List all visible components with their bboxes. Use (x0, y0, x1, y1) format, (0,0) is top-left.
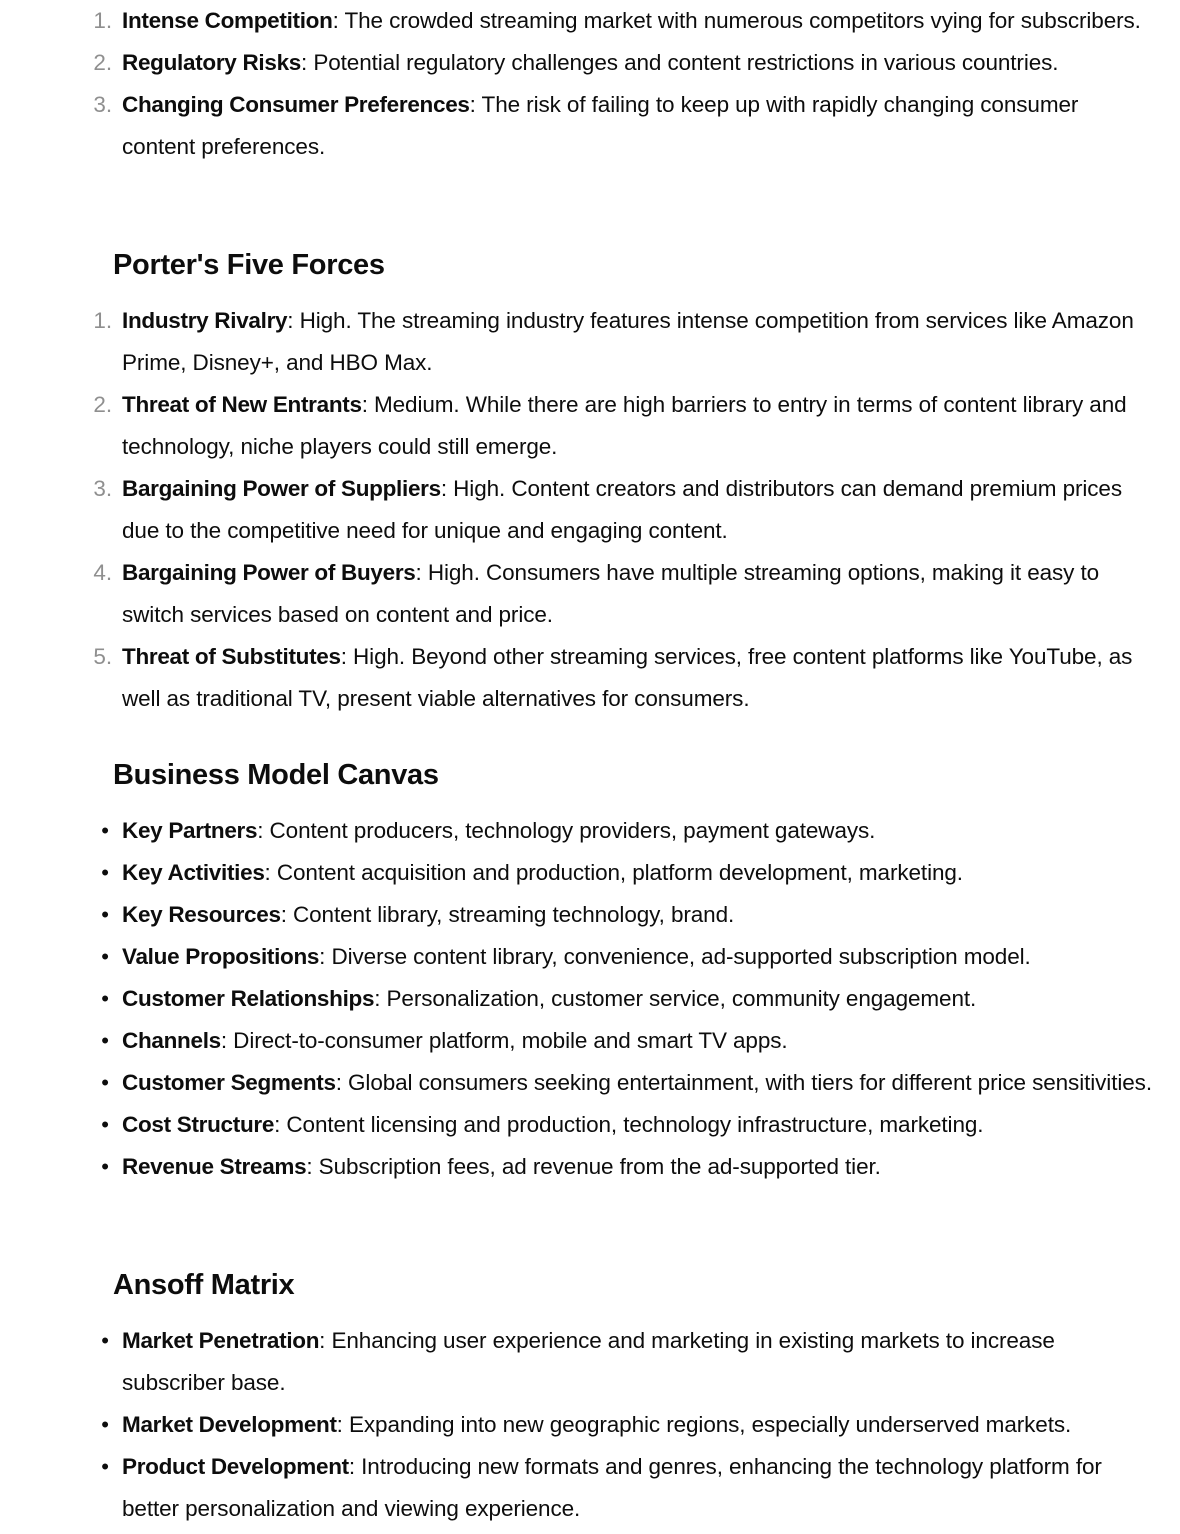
section-heading-ansoff: Ansoff Matrix (113, 1269, 295, 1301)
list-item-text: : High. Beyond other streaming services, free content platforms like YouTube, as well as traditional TV, present viable alternatives for consumers. (122, 644, 1133, 711)
bullet-icon: • (101, 860, 109, 885)
list-item (0, 42, 1180, 84)
list-number: 2. (93, 50, 112, 75)
risks-list (0, 0, 1180, 168)
list-item (0, 1020, 1180, 1062)
list-item-term: Value Propositions (122, 944, 320, 969)
list-item (0, 894, 1180, 936)
list-number: 4. (93, 560, 112, 585)
list-item-text: : Direct-to-consumer platform, mobile and smart TV apps. (220, 1028, 788, 1053)
list-number: 1. (93, 308, 112, 333)
list-item (0, 978, 1180, 1020)
list-item-term: Revenue Streams (122, 1154, 307, 1179)
bullet-icon: • (101, 1412, 109, 1437)
list-item-term: Product Development (122, 1454, 349, 1479)
bullet-icon: • (101, 1070, 109, 1095)
bullet-icon: • (101, 1028, 109, 1053)
list-number: 2. (93, 392, 112, 417)
list-number: 3. (93, 92, 112, 117)
bullet-icon: • (101, 1328, 109, 1353)
list-item-term: Bargaining Power of Suppliers (122, 476, 441, 501)
list-item-text: : Medium. While there are high barriers to entry in terms of content library and technology, niche players could still emerge. (122, 392, 1127, 459)
list-item-text: : Personalization, customer service, community engagement. (374, 986, 977, 1011)
list-item-text: : Content library, streaming technology, brand. (280, 902, 735, 927)
bullet-icon: • (101, 1154, 109, 1179)
list-item (0, 468, 1180, 552)
list-item-text: : Introducing new formats and genres, enhancing the technology platform for better personalization and viewing experience. (122, 1454, 1102, 1521)
list-item-term: Channels (122, 1028, 221, 1053)
list-item-term: Customer Segments (122, 1070, 336, 1095)
list-item-text: : The crowded streaming market with numerous competitors vying for subscribers. (332, 8, 1141, 33)
list-item-term: Industry Rivalry (122, 308, 288, 333)
list-item-text: : High. The streaming industry features intense competition from services like Amazon Prime, Disney+, and HBO Max. (122, 308, 1134, 375)
list-item (0, 810, 1180, 852)
list-item (0, 636, 1180, 720)
list-item-text: : The risk of failing to keep up with rapidly changing consumer content preferences. (122, 92, 1079, 159)
bmc-list (0, 810, 1180, 1188)
list-item (0, 1446, 1180, 1530)
list-item-text: : High. Content creators and distributors can demand premium prices due to the competitive need for unique and engaging content. (122, 476, 1122, 543)
list-item-term: Intense Competition (122, 8, 333, 33)
list-item-term: Key Activities (122, 860, 265, 885)
section-heading-bmc: Business Model Canvas (113, 759, 439, 791)
list-item-term: Customer Relationships (122, 986, 375, 1011)
list-item (0, 852, 1180, 894)
list-item-term: Key Resources (122, 902, 281, 927)
list-item-text: : Subscription fees, ad revenue from the ad-supported tier. (306, 1154, 881, 1179)
list-item-term: Cost Structure (122, 1112, 275, 1137)
list-item-text: : High. Consumers have multiple streaming options, making it easy to switch services based on content and price. (122, 560, 1100, 627)
list-number: 1. (93, 8, 112, 33)
bullet-icon: • (101, 818, 109, 843)
list-item (0, 552, 1180, 636)
section-heading-porters: Porter's Five Forces (113, 249, 385, 281)
list-item-text: : Expanding into new geographic regions, especially underserved markets. (336, 1412, 1072, 1437)
list-item-term: Changing Consumer Preferences (122, 92, 470, 117)
bullet-icon: • (101, 944, 109, 969)
list-item (0, 936, 1180, 978)
list-item-term: Regulatory Risks (122, 50, 302, 75)
list-item-term: Threat of New Entrants (122, 392, 362, 417)
bullet-icon: • (101, 986, 109, 1011)
list-item (0, 1146, 1180, 1188)
bullet-icon: • (101, 902, 109, 927)
list-item-text: : Content licensing and production, technology infrastructure, marketing. (274, 1112, 984, 1137)
list-item (0, 0, 1180, 42)
list-item-term: Key Partners (122, 818, 258, 843)
list-item-text: : Potential regulatory challenges and content restrictions in various countries. (301, 50, 1059, 75)
list-item-term: Market Penetration (122, 1328, 320, 1353)
list-item-text: : Diverse content library, convenience, ad-supported subscription model. (319, 944, 1031, 969)
list-item-text: : Content acquisition and production, platform development, marketing. (264, 860, 963, 885)
list-item (0, 300, 1180, 384)
list-item-text: : Content producers, technology providers, payment gateways. (257, 818, 876, 843)
list-item (0, 84, 1180, 168)
list-item-term: Market Development (122, 1412, 337, 1437)
bullet-icon: • (101, 1112, 109, 1137)
list-item (0, 1104, 1180, 1146)
list-item-text: : Global consumers seeking entertainment, with tiers for different price sensitivities. (335, 1070, 1152, 1095)
ansoff-list (0, 1320, 1180, 1530)
bullet-icon: • (101, 1454, 109, 1479)
list-item-text: : Enhancing user experience and marketing in existing markets to increase subscriber base. (122, 1328, 1055, 1395)
list-number: 5. (93, 644, 112, 669)
list-item-term: Bargaining Power of Buyers (122, 560, 416, 585)
list-number: 3. (93, 476, 112, 501)
list-item-term: Threat of Substitutes (122, 644, 341, 669)
list-item (0, 1062, 1180, 1104)
list-item (0, 1404, 1180, 1446)
porters-list (0, 300, 1180, 720)
list-item (0, 1320, 1180, 1404)
list-item (0, 384, 1180, 468)
